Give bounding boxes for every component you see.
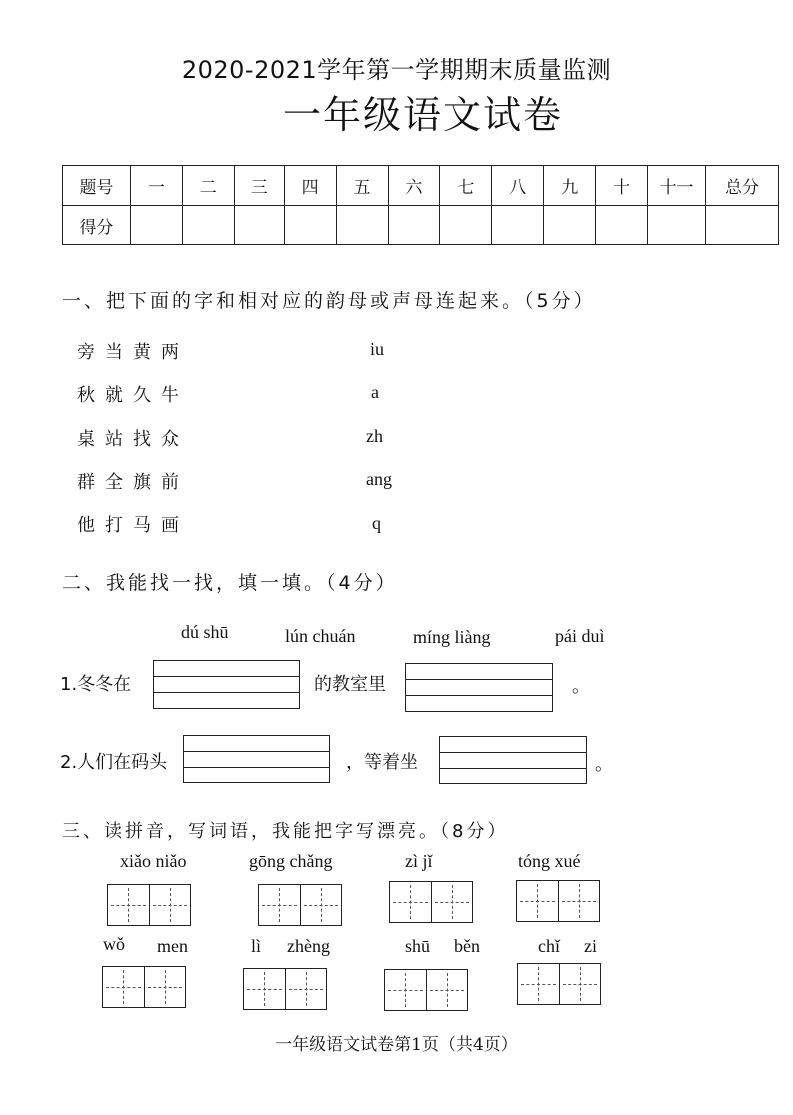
score-header-cell: 二 — [182, 166, 234, 206]
score-header-cell: 四 — [284, 166, 336, 206]
question-text: 2.人们在码头 — [60, 752, 168, 773]
writing-lines[interactable] — [183, 735, 330, 783]
pinyin-syllable: zhèng — [287, 936, 330, 956]
writing-lines[interactable] — [153, 660, 300, 709]
score-header-cell: 九 — [544, 166, 596, 206]
writing-grid[interactable] — [517, 963, 601, 1005]
pinyin-word: zì jǐ — [405, 851, 433, 871]
writing-lines[interactable] — [405, 663, 553, 712]
pinyin-word: gōng chǎng — [249, 851, 333, 871]
char-group: 他打马画 — [77, 515, 189, 536]
question-period: 。 — [595, 754, 613, 775]
pinyin-option: q — [372, 513, 381, 533]
score-header-cell: 一 — [130, 166, 182, 206]
pinyin-syllable: běn — [454, 936, 480, 956]
writing-grid[interactable] — [243, 968, 327, 1010]
exam-subtitle: 2020-2021学年第一学期期末质量监测 — [181, 56, 612, 84]
score-header-cell: 题号 — [63, 166, 131, 206]
score-input-cell[interactable] — [706, 206, 779, 245]
pinyin-word: xiǎo niǎo — [120, 851, 187, 871]
pinyin-syllable: shū — [405, 936, 431, 956]
score-input-cell[interactable] — [182, 206, 234, 245]
char-group: 旁当黄两 — [77, 342, 189, 363]
pinyin-syllable: wǒ — [103, 934, 125, 954]
score-header-cell: 五 — [336, 166, 388, 206]
exam-title: 一年级语文试卷 — [282, 93, 563, 137]
score-row-label: 得分 — [63, 206, 131, 245]
writing-grid[interactable] — [384, 969, 468, 1011]
pinyin-syllable: men — [157, 936, 188, 956]
writing-grid[interactable] — [102, 966, 186, 1008]
score-table — [62, 165, 779, 245]
score-input-cell[interactable] — [130, 206, 182, 245]
pinyin-syllable: chǐ — [538, 936, 560, 956]
score-header-cell: 十 — [596, 166, 648, 206]
question-period: 。 — [572, 676, 590, 697]
score-input-cell[interactable] — [544, 206, 596, 245]
score-header-cell: 八 — [492, 166, 544, 206]
pinyin-option: zh — [366, 426, 383, 446]
pinyin-syllable: zi — [584, 936, 597, 956]
score-input-cell[interactable] — [648, 206, 706, 245]
writing-grid[interactable] — [258, 884, 342, 926]
score-input-cell[interactable] — [596, 206, 648, 245]
score-input-cell[interactable] — [336, 206, 388, 245]
question-text: 1.冬冬在 — [60, 674, 132, 695]
writing-grid[interactable] — [516, 880, 600, 922]
question-text: 的教室里 — [314, 674, 386, 695]
score-header-cell: 总分 — [706, 166, 779, 206]
score-header-cell: 七 — [440, 166, 492, 206]
score-input-cell[interactable] — [492, 206, 544, 245]
writing-grid[interactable] — [389, 881, 473, 923]
pinyin-word: pái duì — [555, 626, 605, 646]
pinyin-option: a — [371, 382, 379, 402]
question-text: ，等着坐 — [346, 752, 418, 773]
score-header-cell: 三 — [234, 166, 284, 206]
char-group: 桌站找众 — [77, 429, 189, 450]
char-group: 群全旗前 — [77, 472, 189, 493]
pinyin-option: iu — [370, 339, 385, 359]
writing-grid[interactable] — [107, 884, 191, 926]
char-group: 秋就久牛 — [77, 385, 189, 406]
pinyin-word: míng liàng — [413, 627, 491, 647]
section2-heading: 二、我能找一找，填一填。（4分） — [62, 572, 398, 594]
score-input-cell[interactable] — [440, 206, 492, 245]
section1-heading: 一、把下面的字和相对应的韵母或声母连起来。（5分） — [62, 290, 596, 312]
score-input-cell[interactable] — [388, 206, 440, 245]
pinyin-word: lún chuán — [285, 626, 356, 646]
pinyin-option: ang — [366, 469, 392, 489]
page-footer: 一年级语文试卷第1页（共4页） — [275, 1035, 518, 1055]
pinyin-word: tóng xué — [518, 851, 581, 871]
score-header-cell: 六 — [388, 166, 440, 206]
score-header-cell: 十一 — [648, 166, 706, 206]
score-input-cell[interactable] — [284, 206, 336, 245]
section3-heading: 三、读拼音，写词语，我能把字写漂亮。（8分） — [62, 821, 509, 842]
writing-lines[interactable] — [439, 736, 587, 784]
pinyin-word: dú shū — [181, 622, 229, 642]
score-input-cell[interactable] — [234, 206, 284, 245]
pinyin-syllable: lì — [251, 936, 262, 956]
